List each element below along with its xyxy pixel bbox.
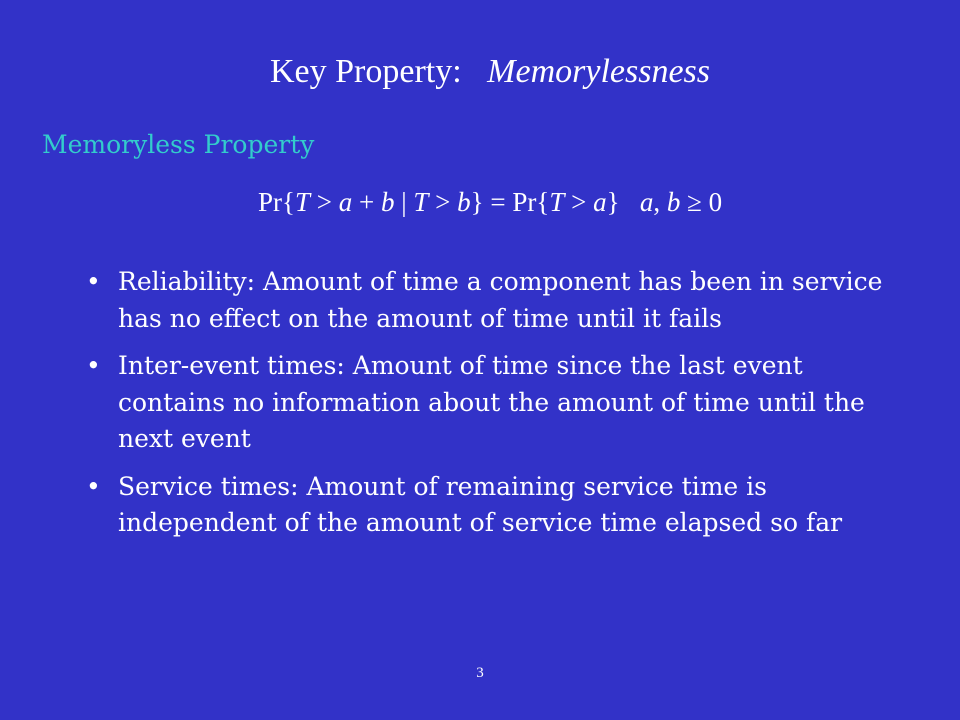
bullet-list <box>86 264 886 553</box>
bullet-text: Inter-event times: Amount of time since the last event contains no information about the amount of time until the next event <box>118 351 865 453</box>
bullet-item-service-times <box>86 469 886 542</box>
bullet-item-reliability <box>86 264 886 337</box>
formula-var-a: a <box>593 187 607 217</box>
memoryless-formula <box>258 184 722 220</box>
formula-comma: , <box>653 187 667 217</box>
bullet-icon: • <box>86 267 101 296</box>
bullet-item-inter-event <box>86 348 886 458</box>
formula-plus: + <box>352 187 381 217</box>
formula-condition: ≥ 0 <box>680 187 723 217</box>
title-main: Key Property: <box>269 53 488 90</box>
formula-var-b: b <box>380 187 395 217</box>
formula-var-a: a <box>639 187 654 217</box>
formula-var-b: b <box>457 187 471 217</box>
formula-var-t: T <box>413 187 429 217</box>
formula-var-a: a <box>338 187 353 217</box>
formula-var-t: T <box>294 187 311 217</box>
formula-var-t: T <box>549 187 565 217</box>
bullet-icon: • <box>86 351 101 380</box>
bullet-text: Reliability: Amount of time a component has been in service has no effect on the amount of time until it fails <box>118 267 883 333</box>
formula-pr: Pr <box>258 187 283 217</box>
page-number: 3 <box>476 665 484 681</box>
subheading: Memoryless Property <box>42 130 315 159</box>
formula-brace: } <box>470 187 484 217</box>
formula-pr: Pr <box>512 187 537 217</box>
formula-given: | <box>394 187 414 217</box>
title-emphasis: Memorylessness <box>487 53 711 90</box>
formula-brace: { <box>536 187 550 217</box>
slide-title <box>0 50 960 94</box>
formula-brace: } <box>606 187 620 217</box>
formula-brace: { <box>282 187 295 217</box>
formula-var-b: b <box>666 187 681 217</box>
formula-gt: > <box>428 187 458 217</box>
bullet-icon: • <box>86 471 101 501</box>
bullet-text: Service times: Amount of remaining service time is independent of the amount of service time elapsed so far <box>118 471 843 537</box>
formula-equals: = <box>483 187 513 217</box>
formula-gt: > <box>310 187 339 217</box>
formula-gt: > <box>564 187 594 217</box>
formula-space <box>620 187 640 217</box>
